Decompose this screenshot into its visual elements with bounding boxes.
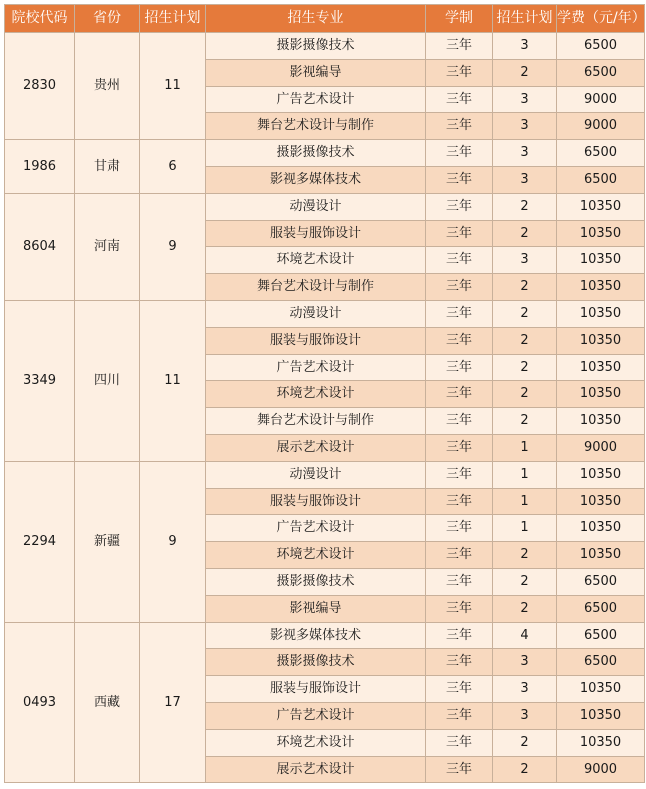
years-cell: 三年 (426, 274, 493, 301)
school-code-cell: 3349 (5, 300, 75, 461)
fee-cell: 10350 (557, 461, 645, 488)
plan-cell: 3 (493, 702, 557, 729)
plan-cell: 3 (493, 247, 557, 274)
plan-cell: 2 (493, 274, 557, 301)
fee-cell: 10350 (557, 381, 645, 408)
major-cell: 环境艺术设计 (206, 247, 426, 274)
major-cell: 动漫设计 (206, 193, 426, 220)
major-cell: 展示艺术设计 (206, 434, 426, 461)
fee-cell: 10350 (557, 274, 645, 301)
table-body (5, 33, 645, 783)
plan-cell: 3 (493, 113, 557, 140)
fee-cell: 6500 (557, 568, 645, 595)
major-cell: 广告艺术设计 (206, 702, 426, 729)
fee-cell: 10350 (557, 300, 645, 327)
major-cell: 环境艺术设计 (206, 729, 426, 756)
fee-cell: 10350 (557, 702, 645, 729)
total-plan-cell: 11 (140, 33, 206, 140)
header-total-plan: 招生计划 (140, 5, 206, 33)
major-cell: 舞台艺术设计与制作 (206, 113, 426, 140)
years-cell: 三年 (426, 86, 493, 113)
plan-cell: 4 (493, 622, 557, 649)
major-cell: 广告艺术设计 (206, 86, 426, 113)
years-cell: 三年 (426, 59, 493, 86)
years-cell: 三年 (426, 33, 493, 60)
header-major-plan: 招生计划 (493, 5, 557, 33)
table-header-row (5, 5, 645, 33)
fee-cell: 9000 (557, 113, 645, 140)
years-cell: 三年 (426, 327, 493, 354)
header-years: 学制 (426, 5, 493, 33)
plan-cell: 2 (493, 300, 557, 327)
years-cell: 三年 (426, 676, 493, 703)
plan-cell: 3 (493, 166, 557, 193)
plan-cell: 3 (493, 140, 557, 167)
plan-cell: 3 (493, 33, 557, 60)
fee-cell: 9000 (557, 756, 645, 783)
years-cell: 三年 (426, 461, 493, 488)
school-code-cell: 1986 (5, 140, 75, 194)
enrollment-table-container (4, 4, 645, 783)
years-cell: 三年 (426, 300, 493, 327)
major-cell: 广告艺术设计 (206, 354, 426, 381)
major-cell: 舞台艺术设计与制作 (206, 274, 426, 301)
major-cell: 环境艺术设计 (206, 542, 426, 569)
major-cell: 摄影摄像技术 (206, 649, 426, 676)
plan-cell: 1 (493, 434, 557, 461)
years-cell: 三年 (426, 568, 493, 595)
major-cell: 影视多媒体技术 (206, 622, 426, 649)
plan-cell: 3 (493, 86, 557, 113)
years-cell: 三年 (426, 381, 493, 408)
province-cell: 河南 (75, 193, 140, 300)
table-row (5, 193, 645, 220)
header-fee: 学费（元/年） (557, 5, 645, 33)
major-cell: 影视编导 (206, 59, 426, 86)
years-cell: 三年 (426, 140, 493, 167)
province-cell: 甘肃 (75, 140, 140, 194)
enrollment-table (4, 4, 645, 783)
total-plan-cell: 9 (140, 461, 206, 622)
fee-cell: 10350 (557, 193, 645, 220)
major-cell: 服装与服饰设计 (206, 488, 426, 515)
fee-cell: 6500 (557, 140, 645, 167)
school-code-cell: 2830 (5, 33, 75, 140)
years-cell: 三年 (426, 515, 493, 542)
major-cell: 服装与服饰设计 (206, 327, 426, 354)
plan-cell: 2 (493, 381, 557, 408)
plan-cell: 2 (493, 756, 557, 783)
years-cell: 三年 (426, 729, 493, 756)
fee-cell: 10350 (557, 515, 645, 542)
major-cell: 舞台艺术设计与制作 (206, 408, 426, 435)
years-cell: 三年 (426, 408, 493, 435)
fee-cell: 6500 (557, 166, 645, 193)
total-plan-cell: 11 (140, 300, 206, 461)
years-cell: 三年 (426, 113, 493, 140)
major-cell: 摄影摄像技术 (206, 140, 426, 167)
school-code-cell: 2294 (5, 461, 75, 622)
major-cell: 广告艺术设计 (206, 515, 426, 542)
major-cell: 动漫设计 (206, 461, 426, 488)
table-row (5, 461, 645, 488)
years-cell: 三年 (426, 595, 493, 622)
major-cell: 环境艺术设计 (206, 381, 426, 408)
major-cell: 服装与服饰设计 (206, 220, 426, 247)
fee-cell: 10350 (557, 408, 645, 435)
major-cell: 摄影摄像技术 (206, 33, 426, 60)
fee-cell: 6500 (557, 595, 645, 622)
plan-cell: 2 (493, 595, 557, 622)
province-cell: 四川 (75, 300, 140, 461)
fee-cell: 6500 (557, 649, 645, 676)
plan-cell: 2 (493, 408, 557, 435)
years-cell: 三年 (426, 649, 493, 676)
plan-cell: 2 (493, 354, 557, 381)
plan-cell: 3 (493, 676, 557, 703)
fee-cell: 10350 (557, 488, 645, 515)
years-cell: 三年 (426, 756, 493, 783)
school-code-cell: 8604 (5, 193, 75, 300)
major-cell: 展示艺术设计 (206, 756, 426, 783)
fee-cell: 10350 (557, 247, 645, 274)
fee-cell: 10350 (557, 327, 645, 354)
years-cell: 三年 (426, 220, 493, 247)
years-cell: 三年 (426, 622, 493, 649)
years-cell: 三年 (426, 193, 493, 220)
major-cell: 影视多媒体技术 (206, 166, 426, 193)
fee-cell: 6500 (557, 33, 645, 60)
total-plan-cell: 9 (140, 193, 206, 300)
fee-cell: 9000 (557, 86, 645, 113)
plan-cell: 2 (493, 59, 557, 86)
plan-cell: 2 (493, 220, 557, 247)
fee-cell: 10350 (557, 729, 645, 756)
fee-cell: 6500 (557, 59, 645, 86)
plan-cell: 3 (493, 649, 557, 676)
school-code-cell: 0493 (5, 622, 75, 783)
fee-cell: 6500 (557, 622, 645, 649)
plan-cell: 1 (493, 515, 557, 542)
fee-cell: 10350 (557, 542, 645, 569)
fee-cell: 9000 (557, 434, 645, 461)
header-major: 招生专业 (206, 5, 426, 33)
header-school-code: 院校代码 (5, 5, 75, 33)
header-province: 省份 (75, 5, 140, 33)
plan-cell: 2 (493, 729, 557, 756)
fee-cell: 10350 (557, 354, 645, 381)
table-row (5, 33, 645, 60)
plan-cell: 1 (493, 488, 557, 515)
plan-cell: 2 (493, 568, 557, 595)
years-cell: 三年 (426, 247, 493, 274)
years-cell: 三年 (426, 434, 493, 461)
total-plan-cell: 6 (140, 140, 206, 194)
province-cell: 新疆 (75, 461, 140, 622)
years-cell: 三年 (426, 488, 493, 515)
years-cell: 三年 (426, 166, 493, 193)
years-cell: 三年 (426, 354, 493, 381)
years-cell: 三年 (426, 702, 493, 729)
province-cell: 贵州 (75, 33, 140, 140)
years-cell: 三年 (426, 542, 493, 569)
major-cell: 动漫设计 (206, 300, 426, 327)
plan-cell: 2 (493, 542, 557, 569)
major-cell: 影视编导 (206, 595, 426, 622)
total-plan-cell: 17 (140, 622, 206, 783)
major-cell: 摄影摄像技术 (206, 568, 426, 595)
fee-cell: 10350 (557, 220, 645, 247)
province-cell: 西藏 (75, 622, 140, 783)
plan-cell: 2 (493, 327, 557, 354)
table-row (5, 300, 645, 327)
table-row (5, 622, 645, 649)
fee-cell: 10350 (557, 676, 645, 703)
major-cell: 服装与服饰设计 (206, 676, 426, 703)
plan-cell: 2 (493, 193, 557, 220)
table-row (5, 140, 645, 167)
plan-cell: 1 (493, 461, 557, 488)
